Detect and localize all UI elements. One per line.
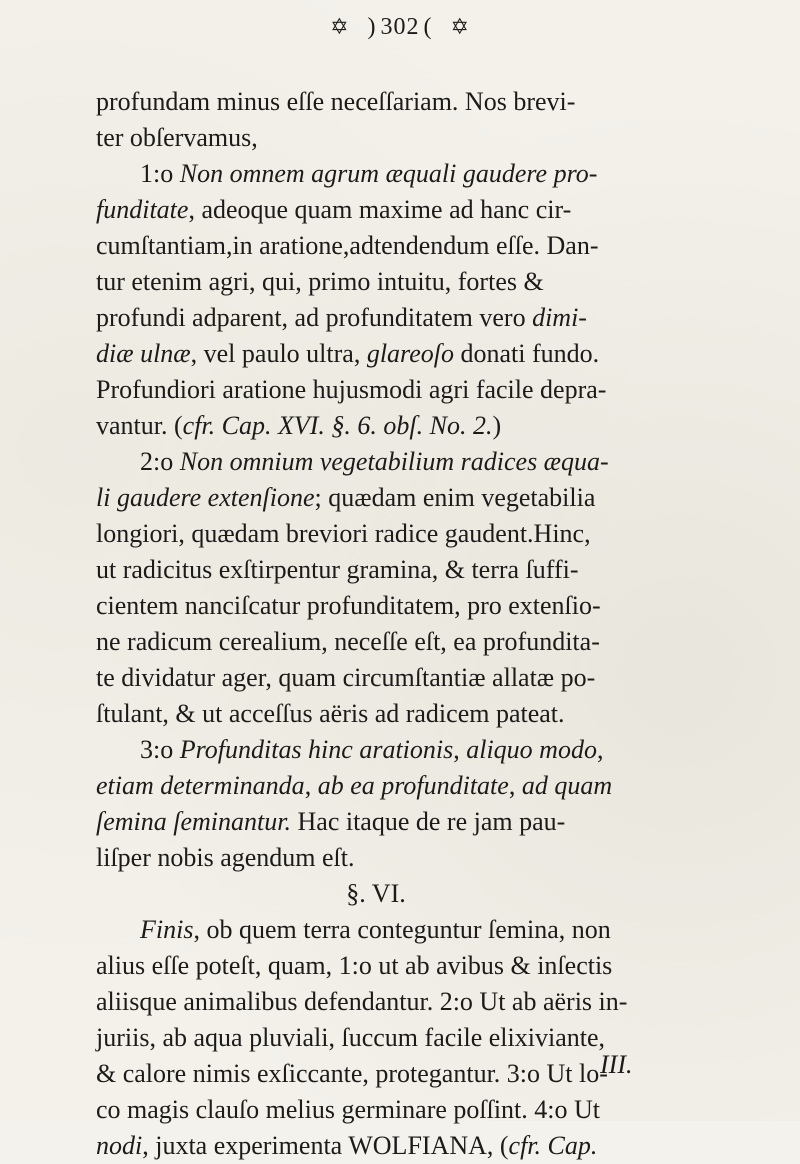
text-line (96, 300, 736, 336)
text-run: aliisque animalibus defendantur. 2:o Ut ab aëris in- (96, 987, 628, 1016)
text-line (96, 408, 736, 444)
text-run: profundam minus eſſe neceſſariam. Nos brevi- (96, 87, 576, 116)
text-run: , ob quem terra conteguntur ſemina, non (193, 915, 611, 944)
text-run: 2:o (140, 447, 180, 476)
text-run: profundi adparent, ad profunditatem vero (96, 303, 533, 332)
text-line (96, 588, 736, 624)
italic-text: etiam determinanda (96, 771, 305, 800)
header-paren-close: ( (423, 14, 433, 40)
text-line (96, 516, 736, 552)
text-line (96, 1056, 736, 1092)
text-run: cumſtantiam,in aratione,adtendendum eſſe. Dan- (96, 231, 599, 260)
text-line (96, 840, 736, 876)
text-line (96, 696, 736, 732)
text-line (96, 624, 736, 660)
text-line (96, 984, 736, 1020)
text-run: co magis clauſo melius germinare poſſint. 4:o Ut (96, 1095, 601, 1124)
italic-text: nodi (96, 1131, 143, 1160)
italic-text: Non omnium vegetabilium radices æqua- (179, 447, 609, 476)
text-line (96, 552, 736, 588)
text-run: juriis, ab aqua pluviali, ſuccum facile elixiviante, (96, 1023, 605, 1052)
italic-text: ab ea profunditate (317, 771, 509, 800)
text-run: Profundiori aratione hujusmodi agri facile depra- (96, 375, 607, 404)
text-run: , (304, 771, 318, 800)
text-line (96, 732, 736, 768)
ornament-star-left-icon: ✡ (330, 14, 350, 39)
italic-text: cfr. Cap. XVI. §. 6. obſ. No. 2. (182, 411, 493, 440)
italic-text: li gaudere extenſione (96, 483, 315, 512)
text-line (96, 156, 736, 192)
ornament-star-right-icon: ✡ (450, 14, 470, 39)
catchword: III. (600, 1050, 633, 1079)
text-line (96, 120, 736, 156)
section-heading (96, 876, 736, 912)
italic-text: funditate (96, 195, 189, 224)
text-run: ) (492, 411, 502, 440)
text-run: tur etenim agri, qui, primo intuitu, fortes & (96, 267, 544, 296)
italic-text: Non omnem agrum æquali gaudere pro- (179, 159, 598, 188)
text-line (96, 768, 736, 804)
text-run: vantur. ( (96, 411, 183, 440)
text-line (96, 444, 736, 480)
text-run: 1:o (140, 159, 180, 188)
text-run: , (596, 735, 604, 764)
text-line (96, 948, 736, 984)
text-line (96, 84, 736, 120)
text-run: te dividatur ager, quam circumſtantiæ allatæ po- (96, 663, 596, 692)
page-number: 302 (380, 14, 420, 40)
text-run: , adeoque quam maxime ad hanc cir- (188, 195, 572, 224)
text-run: longiori, quædam breviori radice gaudent.Hinc, (96, 519, 591, 548)
text-run: , juxta experimenta WOLFIANA, ( (142, 1131, 509, 1160)
text-line (96, 1128, 736, 1164)
text-run: §. VI. (346, 879, 406, 908)
italic-text: ad quam (521, 771, 613, 800)
text-run: liſper nobis agendum eſt. (96, 843, 355, 872)
text-run: Hac itaque de re jam pau- (291, 807, 566, 836)
italic-text: aliquo modo (466, 735, 597, 764)
text-run: , (508, 771, 522, 800)
italic-text: ſemina ſeminantur. (96, 807, 291, 836)
text-run: 3:o (140, 735, 180, 764)
text-line (96, 912, 736, 948)
text-run: ne radicum cerealium, neceſſe eſt, ea profundita- (96, 627, 600, 656)
header-paren-open: ) (367, 14, 377, 40)
text-run: cientem nanciſcatur profunditatem, pro extenſio- (96, 591, 601, 620)
text-line (96, 804, 736, 840)
text-line (96, 480, 736, 516)
text-run: , vel paulo ultra, (190, 339, 367, 368)
text-line (96, 1092, 736, 1128)
text-line (96, 372, 736, 408)
text-run: ter obſervamus, (96, 123, 258, 152)
text-run: donati fundo. (453, 339, 600, 368)
body-text (96, 84, 736, 1164)
text-line (96, 1020, 736, 1056)
italic-text: diæ ulnæ (96, 339, 191, 368)
text-run: & calore nimis exſiccante, protegantur. 3:o Ut lo- (96, 1059, 608, 1088)
text-line (96, 660, 736, 696)
italic-text: cfr. Cap. (508, 1131, 598, 1160)
text-run: ; quædam enim vegetabilia (314, 483, 596, 512)
text-line (96, 264, 736, 300)
italic-text: Finis (140, 915, 194, 944)
italic-text: Profunditas hinc arationis (179, 735, 454, 764)
page-header (0, 14, 800, 41)
text-line (96, 192, 736, 228)
text-line (96, 336, 736, 372)
italic-text: dimi- (532, 303, 587, 332)
italic-text: glareoſo (366, 339, 454, 368)
text-run: ut radicitus exſtirpentur gramina, & terra ſuffi- (96, 555, 579, 584)
text-run: , (453, 735, 467, 764)
text-run: ſtulant, & ut acceſſus aëris ad radicem pateat. (96, 699, 565, 728)
text-run: alius eſſe poteſt, quam, 1:o ut ab avibus & inſectis (96, 951, 613, 980)
text-line (96, 228, 736, 264)
